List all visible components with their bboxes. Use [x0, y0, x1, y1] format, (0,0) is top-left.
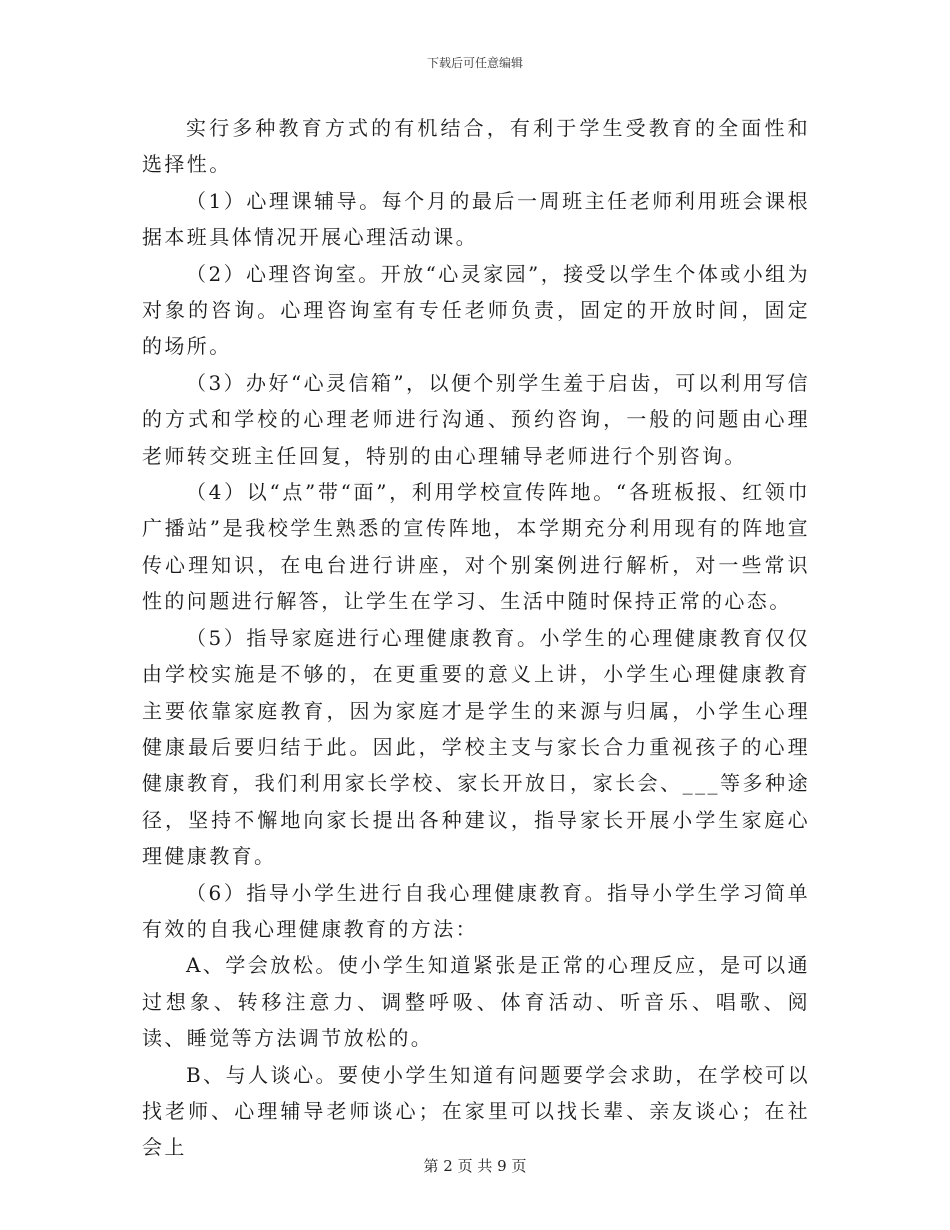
paragraph-intro: 实行多种教育方式的有机结合，有利于学生受教育的全面性和选择性。 [142, 116, 810, 177]
paragraph-item-3: （3）办好“心灵信箱”，以便个别学生羞于启齿，可以利用写信的方式和学校的心理老师进行沟通、预约咨询，一般的问题由心理老师转交班主任回复，特别的由心理辅导老师进行个别咨询。 [142, 370, 810, 468]
page-number: 第 2 页 共 9 页 [423, 1157, 527, 1175]
paragraph-item-1: （1）心理课辅导。每个月的最后一周班主任老师利用班会课根据本班具体情况开展心理活动课。 [142, 188, 810, 250]
paragraph-item-4: （4）以“点”带“面”，利用学校宣传阵地。“各班板报、红领巾广播站”是我校学生熟悉的宣传阵地，本学期充分利用现有的阵地宣传心理知识，在电台进行讲座，对个别案例进行解析，对一些常识性的问题进行解答，让学生在学习、生活中随时保持正常的心态。 [142, 480, 810, 614]
paragraph-item-2: （2）心理咨询室。开放“心灵家园”，接受以学生个体或小组为对象的咨询。心理咨询室有专任老师负责，固定的开放时间，固定的场所。 [142, 261, 810, 359]
document-body [142, 110, 810, 1166]
paragraph-item-6: （6）指导小学生进行自我心理健康教育。指导小学生学习简单有效的自我心理健康教育的方法： [142, 880, 810, 941]
paragraph-sub-a: A、学会放松。使小学生知道紧张是正常的心理反应，是可以通过想象、转移注意力、调整呼吸、体育活动、听音乐、唱歌、阅读、睡觉等方法调节放松的。 [142, 953, 810, 1051]
paragraph-item-5: （5）指导家庭进行心理健康教育。小学生的心理健康教育仅仅由学校实施是不够的，在更重要的意义上讲，小学生心理健康教育主要依靠家庭教育，因为家庭才是学生的来源与归属，小学生心理健康最后要归结于此。因此，学校主支与家长合力重视孩子的心理健康教育，我们利用家长学校、家长开放日，家长会、___等多种途径，坚持不懈地向家长提出各种建议，指导家长开展小学生家庭心理健康教育。 [142, 625, 810, 869]
paragraph-sub-b: B、与人谈心。要使小学生知道有问题要学会求助，在学校可以找老师、心理辅导老师谈心；在家里可以找长辈、亲友谈心；在社会上 [142, 1062, 810, 1160]
page-header-note: 下载后可任意编辑 [426, 56, 523, 70]
